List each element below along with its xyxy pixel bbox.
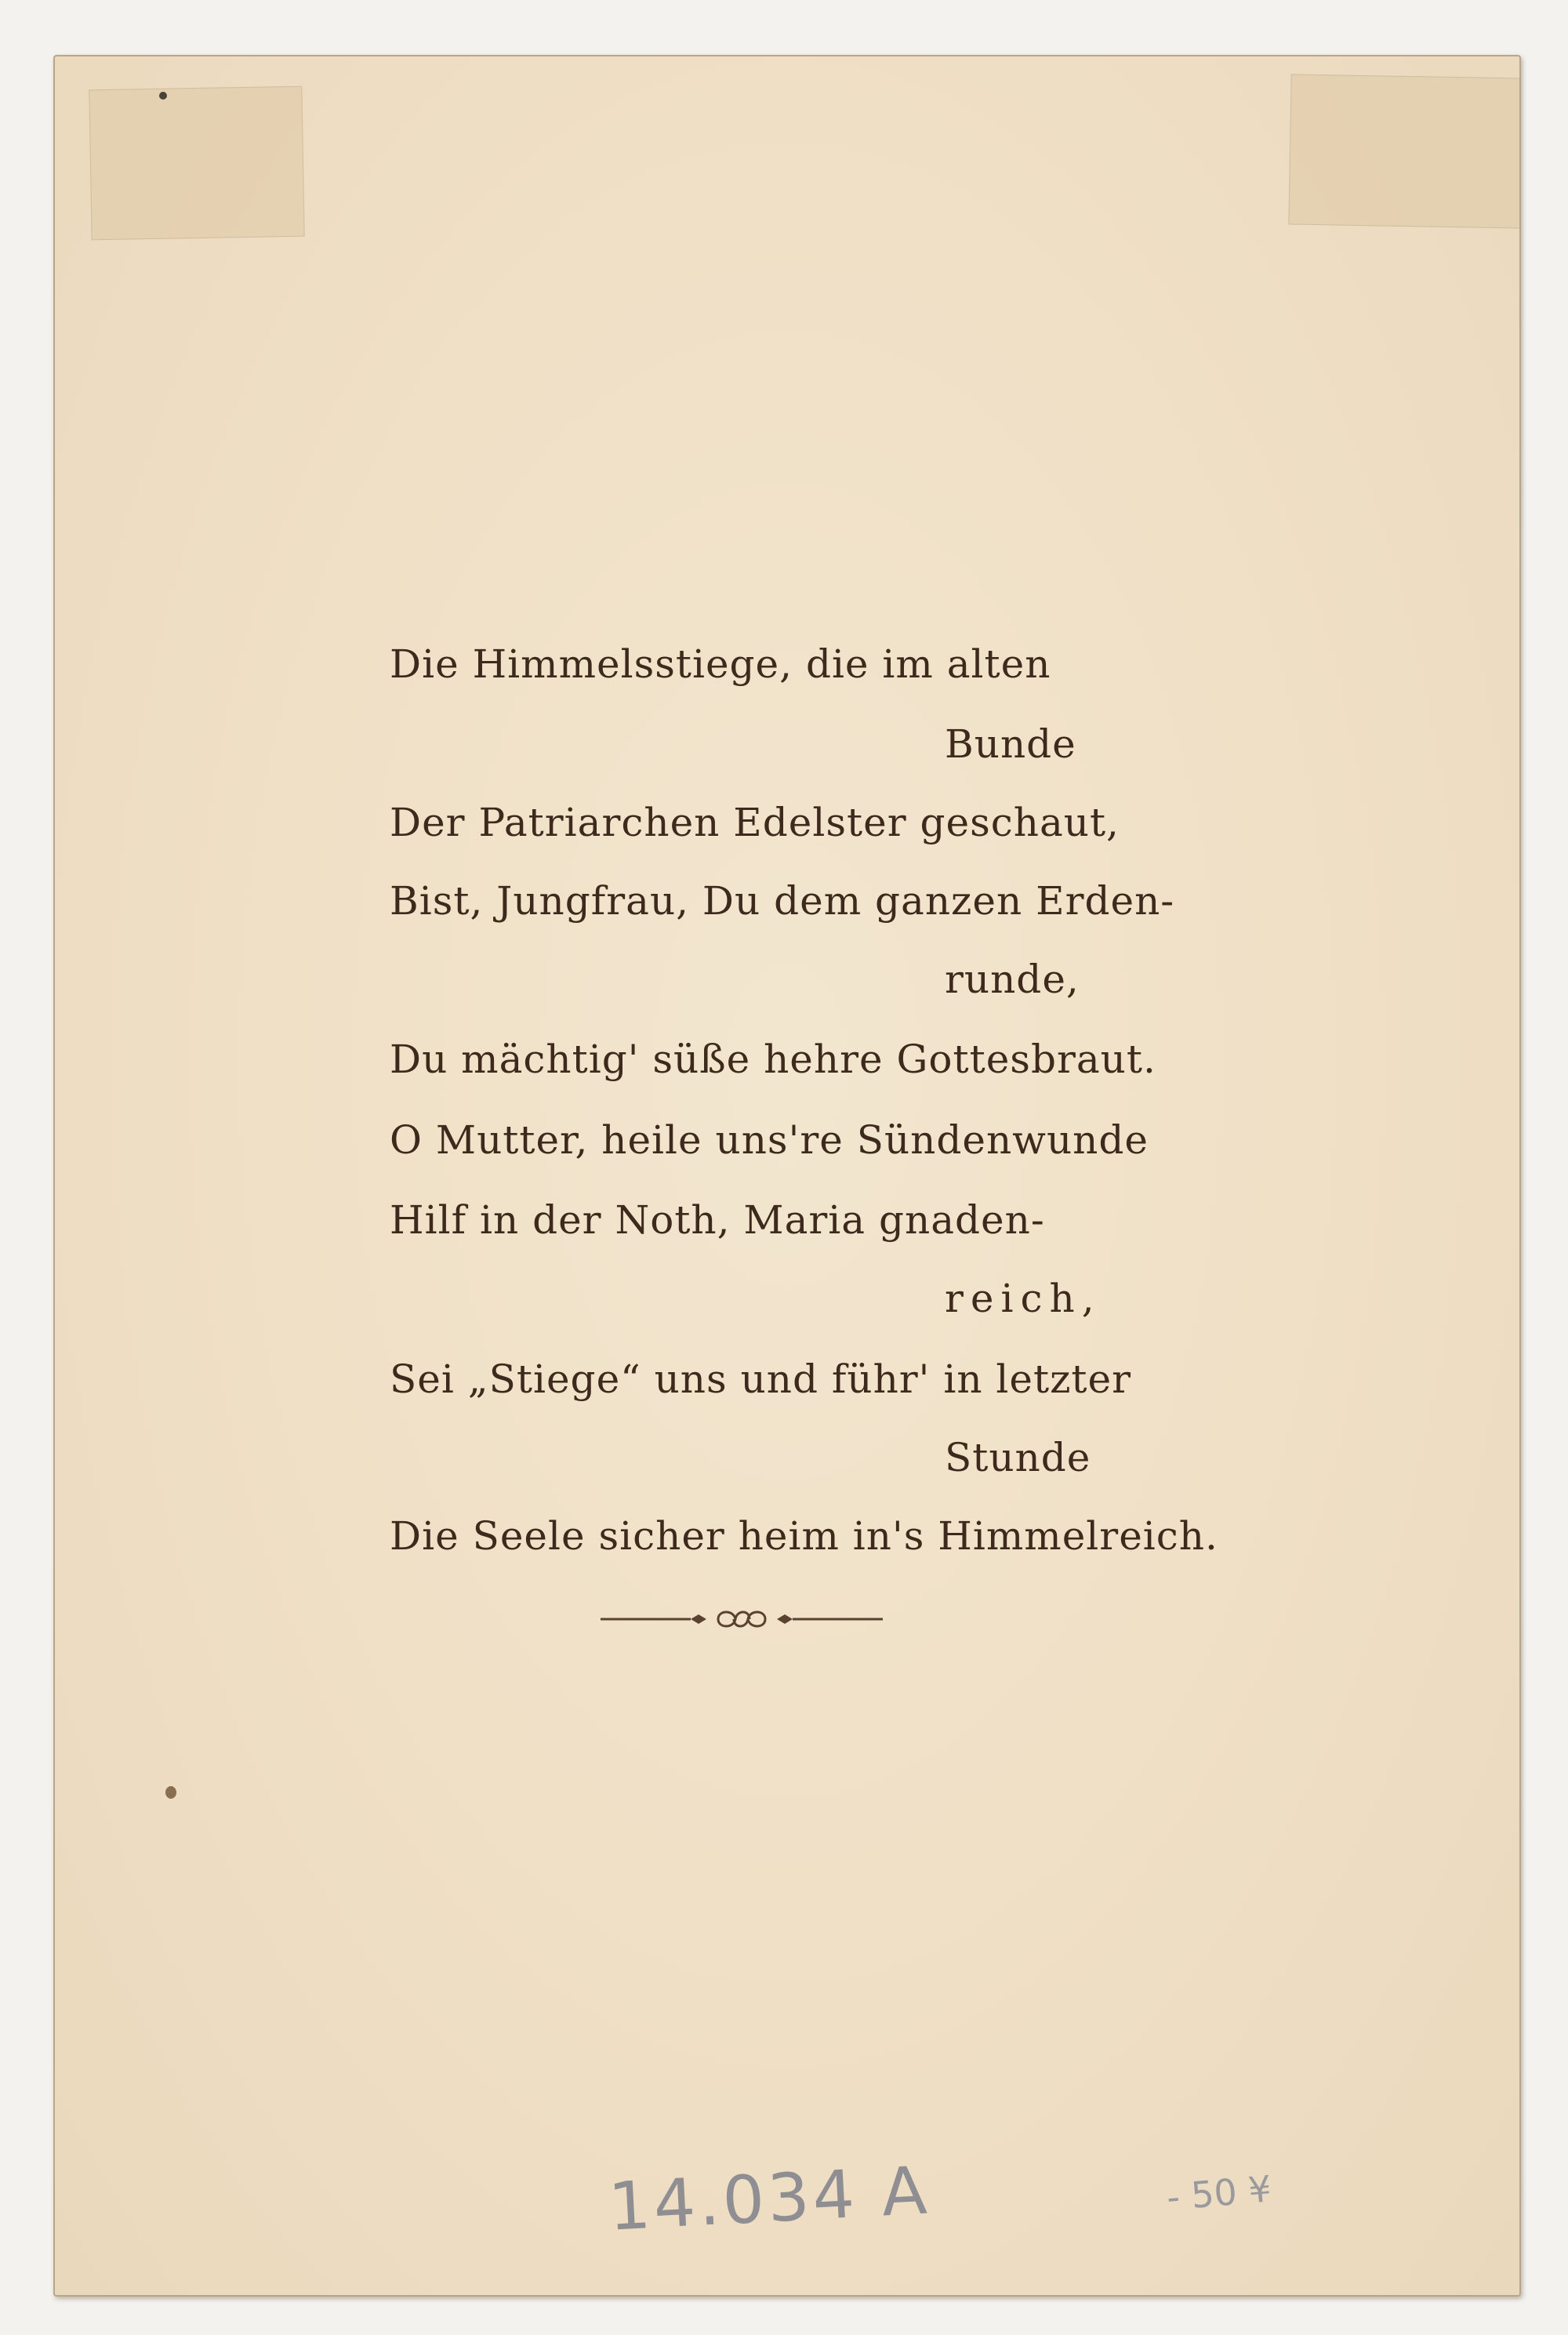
poem-line: Stunde [945,1435,1091,1480]
paper-stain [165,1786,176,1799]
holy-card-back [53,55,1521,2297]
pin-hole [159,92,167,100]
poem-line: Hilf in der Noth, Maria gnaden- [390,1197,1045,1243]
poem-line: Die Seele sicher heim in's Himmelreich. [390,1513,1218,1559]
mounting-tape-left [89,86,304,241]
poem-line: Bunde [945,721,1076,767]
flourish-ornament-icon [601,1603,883,1635]
poem-line: Du mächtig' süße hehre Gottesbraut. [390,1037,1156,1082]
poem-line: O Mutter, heile uns're Sündenwunde [390,1117,1149,1163]
poem-line: Der Patriarchen Edelster geschaut, [390,800,1120,845]
accession-number: 14.034 A [606,2152,932,2246]
poem-line: Sei „Stiege“ uns und führ' in letzter [390,1356,1132,1402]
poem-line: Die Himmelsstiege, die im alten [390,641,1051,687]
poem-line: reich, [945,1276,1102,1321]
poem-line: runde, [945,957,1080,1002]
mounting-tape-right [1288,74,1521,228]
poem-line: Bist, Jungfrau, Du dem ganzen Erden- [390,878,1175,924]
price-note: - 50 ¥ [1164,2167,1273,2219]
